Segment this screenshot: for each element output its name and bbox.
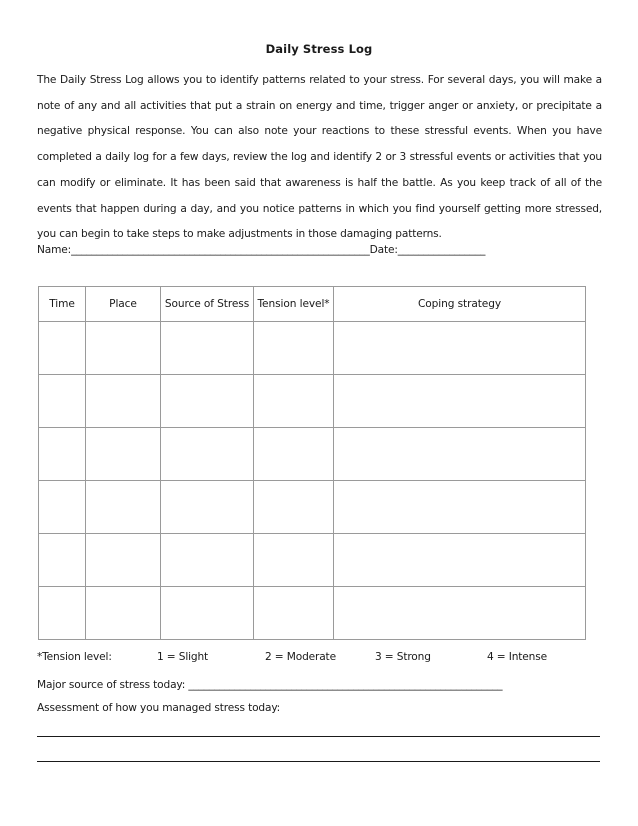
intro-line: you can begin to take steps to make adjustments in those damaging patterns. — [37, 228, 442, 241]
document-title: Daily Stress Log — [265, 42, 373, 56]
tension-cell[interactable] — [254, 481, 334, 534]
tension-cell[interactable] — [254, 587, 334, 640]
time-cell[interactable] — [39, 375, 86, 428]
table-row — [39, 534, 586, 587]
time-cell[interactable] — [39, 322, 86, 375]
source-cell[interactable] — [161, 481, 254, 534]
place-cell[interactable] — [86, 587, 161, 640]
place-cell[interactable] — [86, 481, 161, 534]
tension-cell[interactable] — [254, 375, 334, 428]
time-cell[interactable] — [39, 534, 86, 587]
date-label: Date: — [369, 244, 398, 256]
table-row — [39, 375, 586, 428]
legend-level-4: 4 = Intense — [487, 651, 547, 663]
place-cell[interactable] — [86, 322, 161, 375]
assessment-label: Assessment of how you managed stress today: — [37, 702, 281, 714]
legend-level-3: 3 = Strong — [375, 651, 431, 663]
coping-cell[interactable] — [334, 322, 586, 375]
coping-cell[interactable] — [334, 375, 586, 428]
tension-cell[interactable] — [254, 322, 334, 375]
coping-cell[interactable] — [334, 534, 586, 587]
major-source-label: Major source of stress today: — [37, 679, 186, 691]
column-header-time: Time — [39, 287, 86, 322]
assessment-line-2[interactable] — [37, 749, 600, 762]
stress-log-table — [38, 286, 586, 640]
intro-paragraph — [37, 68, 602, 248]
intro-line: can modify or eliminate. It has been said that awareness is half the battle. As you keep track of all of the — [37, 176, 602, 189]
name-date-row — [37, 244, 597, 256]
intro-line: note of any and all activities that put a strain on energy and time, trigger anger or anxiety, or precipitate a — [37, 99, 602, 112]
time-cell[interactable] — [39, 481, 86, 534]
assessment-line-1[interactable] — [37, 724, 600, 737]
legend-level-1: 1 = Slight — [157, 651, 209, 663]
table-body — [39, 322, 586, 640]
table-row — [39, 428, 586, 481]
source-cell[interactable] — [161, 375, 254, 428]
place-cell[interactable] — [86, 375, 161, 428]
coping-cell[interactable] — [334, 428, 586, 481]
major-source-row — [37, 679, 502, 691]
column-header-tension: Tension level* — [254, 287, 334, 322]
date-field[interactable]: _________________ — [397, 244, 486, 256]
intro-line: completed a daily log for a few days, review the log and identify 2 or 3 stressful events or activities that you — [37, 151, 602, 164]
time-cell[interactable] — [39, 428, 86, 481]
time-cell[interactable] — [39, 587, 86, 640]
coping-cell[interactable] — [334, 481, 586, 534]
table-row — [39, 587, 586, 640]
name-field[interactable]: __________________________________________________________ — [71, 244, 370, 256]
major-source-field[interactable]: _____________________________________________________________ — [188, 679, 503, 691]
place-cell[interactable] — [86, 428, 161, 481]
table-row — [39, 481, 586, 534]
source-cell[interactable] — [161, 534, 254, 587]
legend-label: *Tension level: — [37, 651, 112, 663]
column-header-coping: Coping strategy — [334, 287, 586, 322]
tension-cell[interactable] — [254, 534, 334, 587]
column-header-source: Source of Stress — [161, 287, 254, 322]
intro-line: The Daily Stress Log allows you to identify patterns related to your stress. For several days, you will make a — [37, 74, 602, 86]
source-cell[interactable] — [161, 587, 254, 640]
coping-cell[interactable] — [334, 587, 586, 640]
source-cell[interactable] — [161, 322, 254, 375]
intro-line: events that happen during a day, and you notice patterns in which you find yourself getting more stressed, — [37, 202, 602, 215]
column-header-place: Place — [86, 287, 161, 322]
tension-level-legend — [37, 651, 602, 665]
legend-level-2: 2 = Moderate — [265, 651, 336, 663]
source-cell[interactable] — [161, 428, 254, 481]
tension-cell[interactable] — [254, 428, 334, 481]
intro-line: negative physical response. You can also note your reactions to these stressful events. When you have — [37, 125, 602, 138]
name-label: Name: — [37, 244, 72, 256]
place-cell[interactable] — [86, 534, 161, 587]
table-header-row — [39, 287, 586, 322]
table-row — [39, 322, 586, 375]
